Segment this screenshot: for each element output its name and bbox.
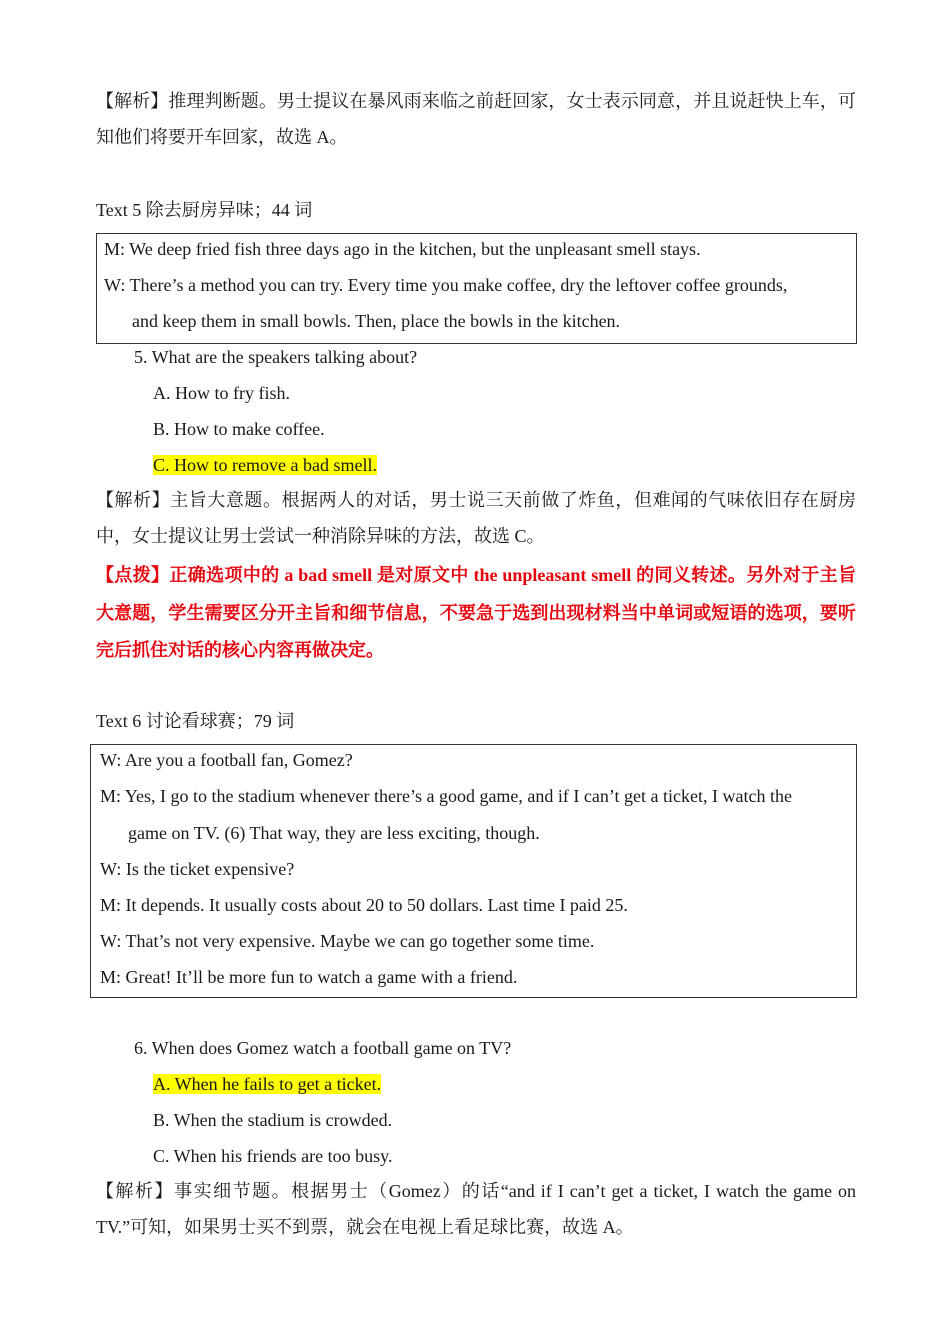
analysis-q5: 【解析】主旨大意题。根据两人的对话，男士说三天前做了炸鱼，但难闻的气味依旧存在厨房中，女士提议让男士尝试一种消除异味的方法，故选 C。 [96, 490, 856, 546]
text6-dialogue-box [90, 744, 857, 998]
text6-heading: Text 6 讨论看球赛；79 词 [96, 711, 295, 731]
text5-dialogue-line-1: M: We deep fried fish three days ago in the kitchen, but the unpleasant smell stays. [104, 239, 701, 259]
text5-heading: Text 5 除去厨房异味；44 词 [96, 200, 313, 220]
text6-dialogue-line-7: M: Great! It’ll be more fun to watch a game with a friend. [100, 967, 518, 987]
text6-dialogue-line-3: game on TV. (6) That way, they are less exciting, though. [128, 823, 540, 843]
analysis-q6: 【解析】事实细节题。根据男士（Gomez）的话“and if I can’t get a ticket, I watch the game on TV.”可知，如果男士买不到票，就会在电视上看足球比赛，故选 A。 [96, 1181, 856, 1237]
text6-dialogue-line-2: M: Yes, I go to the stadium whenever there’s a good game, and if I can’t get a ticket, I watch the [100, 786, 792, 806]
q6-answer-highlight: A. When he fails to get a ticket. [153, 1074, 382, 1094]
text5-dialogue-line-2: W: There’s a method you can try. Every time you make coffee, dry the leftover coffee grounds, [104, 275, 788, 295]
text5-dialogue-box [96, 233, 857, 344]
q5-option-b: B. How to make coffee. [153, 419, 325, 439]
q6-option-a [153, 1072, 381, 1096]
text6-dialogue-line-1: W: Are you a football fan, Gomez? [100, 750, 353, 770]
q6-option-c: C. When his friends are too busy. [153, 1146, 393, 1166]
tip-q5: 【点拨】正确选项中的 a bad smell 是对原文中 the unpleasant smell 的同义转述。另外对于主旨大意题，学生需要区分开主旨和细节信息，不要急于选到出现材料当中单词或短语的选项，要听完后抓住对话的核心内容再做决定。 [96, 565, 856, 660]
q5-option-a: A. How to fry fish. [153, 383, 290, 403]
question-6: 6. When does Gomez watch a football game on TV? [134, 1038, 512, 1058]
question-5: 5. What are the speakers talking about? [134, 347, 418, 367]
text6-dialogue-line-6: W: That’s not very expensive. Maybe we can go together some time. [100, 931, 595, 951]
text6-dialogue-line-5: M: It depends. It usually costs about 20 to 50 dollars. Last time I paid 25. [100, 895, 628, 915]
q5-answer-highlight: C. How to remove a bad smell. [153, 455, 377, 475]
q6-option-b: B. When the stadium is crowded. [153, 1110, 393, 1130]
text6-dialogue-line-4: W: Is the ticket expensive? [100, 859, 295, 879]
analysis-q4: 【解析】推理判断题。男士提议在暴风雨来临之前赶回家，女士表示同意，并且说赶快上车，可知他们将要开车回家，故选 A。 [96, 91, 856, 147]
q5-option-c [153, 453, 377, 477]
text5-dialogue-line-3: and keep them in small bowls. Then, place the bowls in the kitchen. [132, 311, 621, 331]
